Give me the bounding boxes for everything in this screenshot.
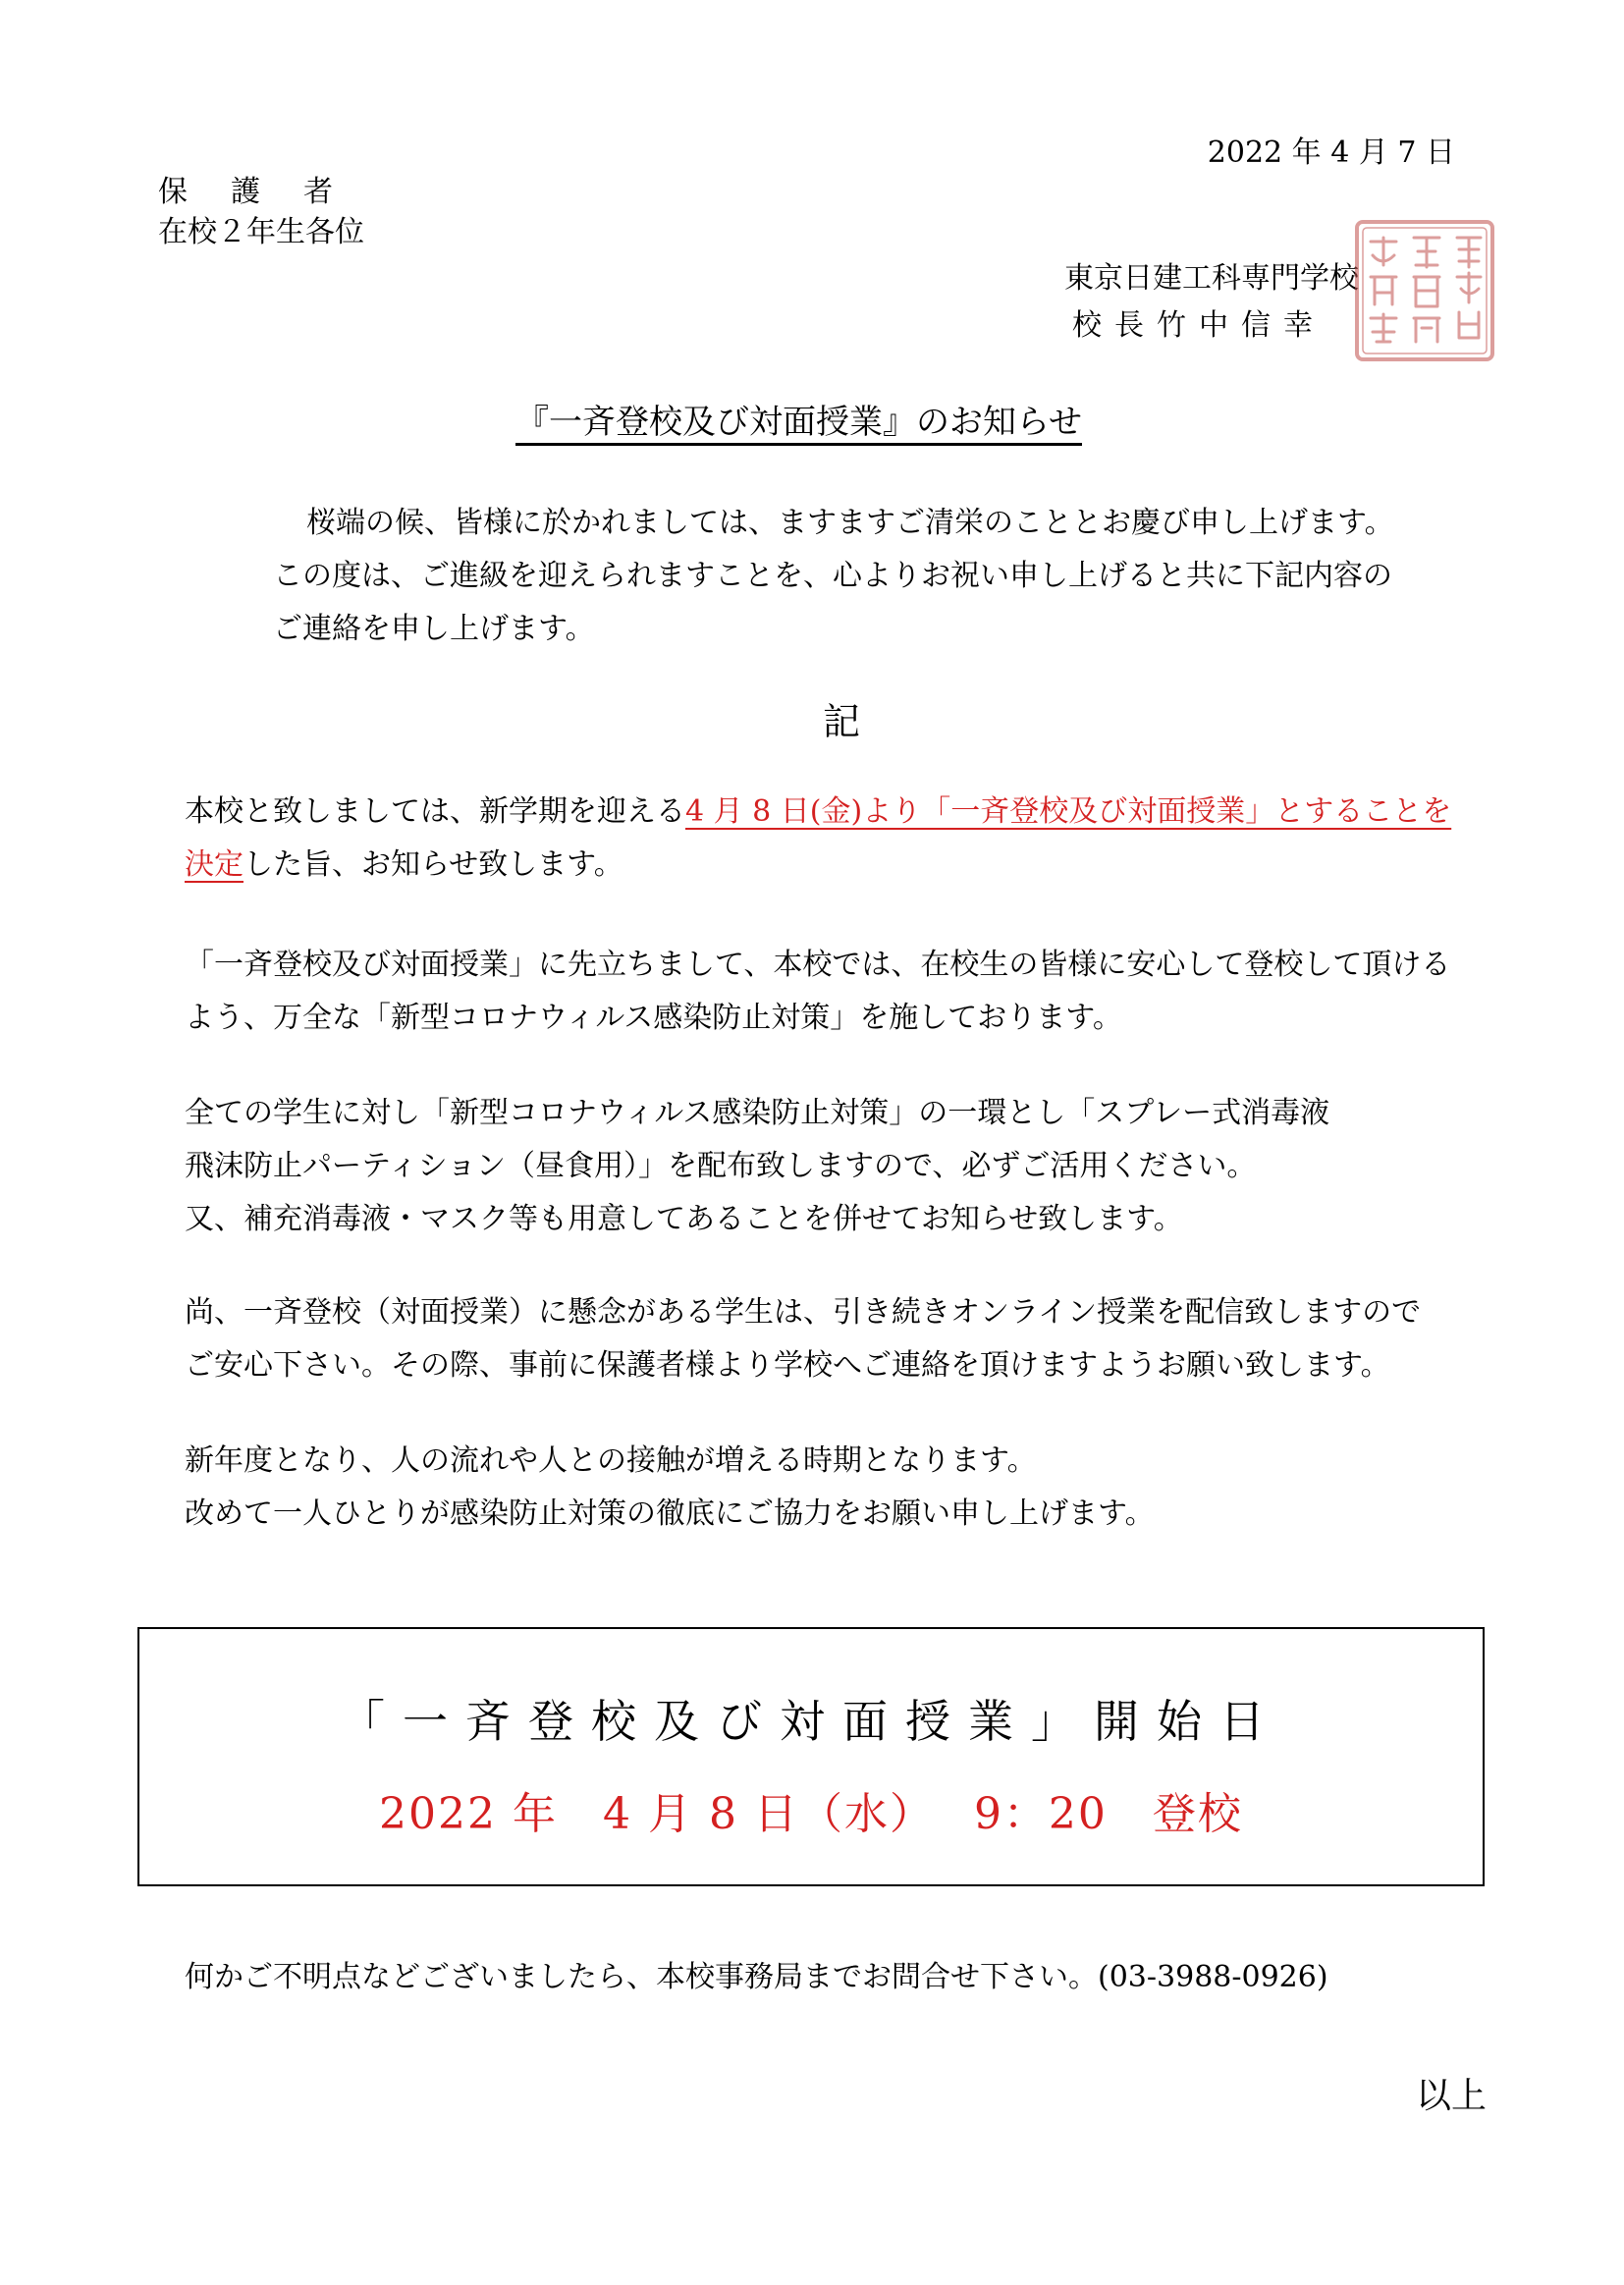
- closing-line-2: 改めて一人ひとりが感染防止対策の徹底にご協力をお願い申し上げます。: [185, 1496, 1155, 1531]
- distribution-line-2: 飛沫防止パーティション（昼食用）」を配布致しますので、必ずご活用ください。: [185, 1149, 1257, 1183]
- closing-mark: 以上: [1415, 2076, 1487, 2116]
- sender-school: 東京日建工科専門学校: [1064, 261, 1359, 296]
- start-date-box: [137, 1627, 1485, 1886]
- contact-info: 何かご不明点などございましたら、本校事務局までお問合せ下さい。(03-3988-0926): [185, 1960, 1328, 1994]
- decision-highlight: 4 月 8 日(金)より「一斉登校及び対面授業」とすることを: [685, 794, 1452, 829]
- document-date: 2022 年 4 月 7 日: [1207, 136, 1455, 170]
- start-date-box-title: 「一斉登校及び対面授業」開始日: [340, 1695, 1282, 1748]
- recipient-guardians: 保護者: [158, 175, 376, 209]
- body-paragraph-decision: [185, 786, 1451, 892]
- sender-principal: 校長竹中信幸: [1072, 308, 1326, 343]
- decision-suffix: した旨、お知らせ致します。: [244, 847, 623, 882]
- body-paragraph-measures: [185, 939, 1450, 1045]
- measures-line-2: よう、万全な「新型コロナウィルス感染防止対策」を施しております。: [185, 1001, 1122, 1035]
- online-line-1: 尚、一斉登校（対面授業）に懸念がある学生は、引き続きオンライン授業を配信致しますので: [185, 1295, 1422, 1330]
- greeting-line-1: 桜端の候、皆様に於かれましては、ますますご清栄のこととお慶び申し上げます。: [306, 506, 1394, 540]
- decision-highlight-end: 決定: [185, 847, 244, 882]
- greeting-line-3: ご連絡を申し上げます。: [273, 612, 595, 646]
- start-date-box-date: 2022 年 4 月 8 日（水） 9：20 登校: [379, 1789, 1243, 1839]
- notice-title: 『一斉登校及び対面授業』のお知らせ: [515, 403, 1082, 442]
- greeting-paragraph: [273, 497, 1394, 656]
- distribution-line-3: 又、補充消毒液・マスク等も用意してあることを併せてお知らせ致します。: [185, 1202, 1183, 1236]
- recipient-second-year: 在校２年生各位: [158, 215, 364, 249]
- distribution-line-1: 全ての学生に対し「新型コロナウィルス感染防止対策」の一環とし「スプレー式消毒液: [185, 1096, 1330, 1130]
- school-seal-stamp: [1351, 216, 1498, 365]
- measures-line-1: 「一斉登校及び対面授業」に先立ちまして、本校では、在校生の皆様に安心して登校して頂ける: [185, 948, 1451, 982]
- body-paragraph-online: [185, 1286, 1421, 1392]
- body-paragraph-closing: [185, 1435, 1155, 1541]
- body-paragraph-distribution: [185, 1087, 1329, 1246]
- ki-heading: 記: [823, 700, 861, 743]
- decision-prefix: 本校と致しましては、新学期を迎える: [185, 794, 685, 829]
- closing-line-1: 新年度となり、人の流れや人との接触が増える時期となります。: [185, 1443, 1037, 1478]
- greeting-line-2: この度は、ご進級を迎えられますことを、心よりお祝い申し上げると共に下記内容の: [273, 559, 1392, 593]
- online-line-2: ご安心下さい。その際、事前に保護者様より学校へご連絡を頂けますようお願い致します。: [185, 1348, 1390, 1383]
